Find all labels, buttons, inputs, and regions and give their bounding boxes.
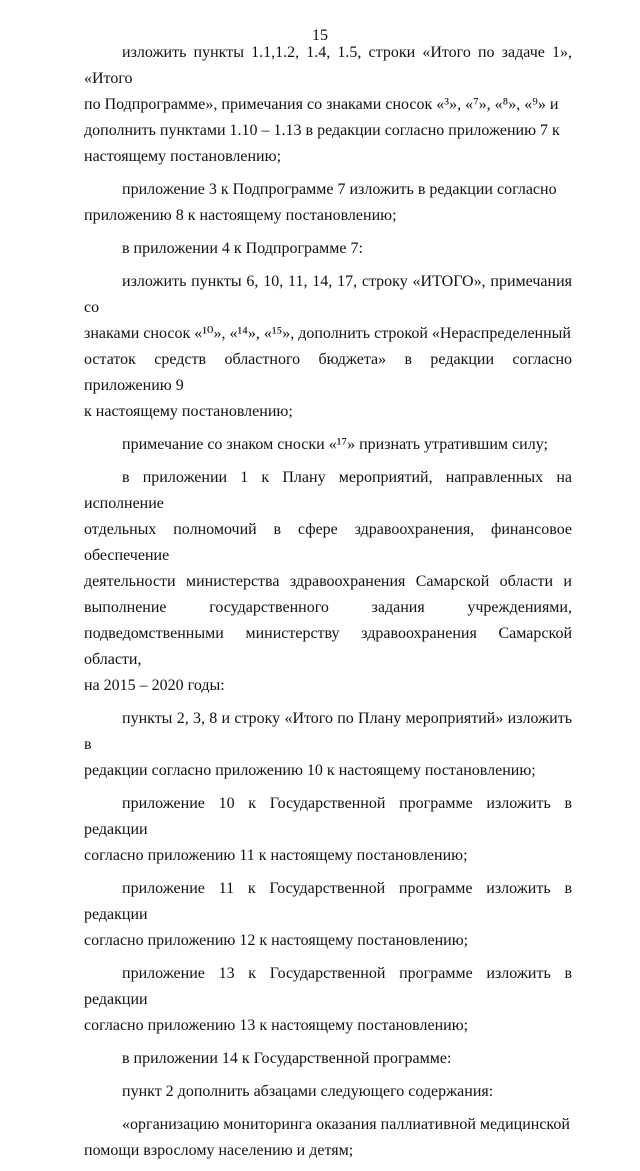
paragraph-line: отдельных полномочий в сфере здравоохранения, финансовое обеспечение — [84, 521, 572, 564]
paragraph: «организацию мониторинга оказания паллиативной медицинской помощи взрослому населению и детям; — [84, 1116, 570, 1159]
paragraph: приложение 11 к Государственной программе изложить в редакции согласно приложению 12 к настоящему постановлению; — [84, 880, 572, 949]
paragraph: приложение 10 к Государственной программе изложить в редакции согласно приложению 11 к настоящему постановлению; — [84, 795, 572, 864]
paragraph — [84, 465, 572, 699]
paragraph: в приложении 14 к Государственной программе: — [122, 1050, 452, 1067]
paragraph-line: деятельности министерства здравоохранения Самарской области и — [84, 573, 572, 590]
paragraph-line: выполнение государственного задания учреждениями, — [84, 599, 572, 616]
paragraph: пункт 2 дополнить абзацами следующего содержания: — [122, 1083, 494, 1100]
paragraph: приложение 13 к Государственной программе изложить в редакции согласно приложению 13 к настоящему постановлению; — [84, 965, 572, 1034]
page-number: 15 — [312, 27, 328, 44]
paragraph-line: подведомственными министерству здравоохранения Самарской области, — [84, 625, 572, 668]
document-body — [84, 40, 572, 1171]
paragraph: примечание со знаком сноски «¹⁷» признать утратившим силу; — [122, 436, 548, 453]
paragraph-line: в приложении 1 к Плану мероприятий, направленных на исполнение — [84, 469, 572, 512]
paragraph: изложить пункты 1.1,1.2, 1.4, 1.5, строки «Итого по задаче 1», «Итого по Подпрограмме», примечания со знаками сносок «³», «⁷», «⁸», «⁹» и дополнить пунктами 1.10 – 1.13 в редакции согласно приложению 7 к настоящему постановлению; — [84, 44, 572, 165]
paragraph: приложение 3 к Подпрограмме 7 изложить в редакции согласно приложению 8 к настоящему постановлению; — [84, 181, 557, 224]
paragraph: пункты 2, 3, 8 и строку «Итого по Плану мероприятий» изложить в редакции согласно приложению 10 к настоящему постановлению; — [84, 710, 572, 779]
paragraph-line: на 2015 – 2020 годы: — [84, 677, 225, 694]
paragraph: изложить пункты 6, 10, 11, 14, 17, строку «ИТОГО», примечания со знаками сносок «¹⁰», «¹⁴», «¹⁵», дополнить строкой «Нераспределенный остаток средств областного бюджета» в редакции согласно приложению 9 к настоящему постановлению; — [84, 273, 572, 420]
paragraph: в приложении 4 к Подпрограмме 7: — [122, 240, 363, 257]
